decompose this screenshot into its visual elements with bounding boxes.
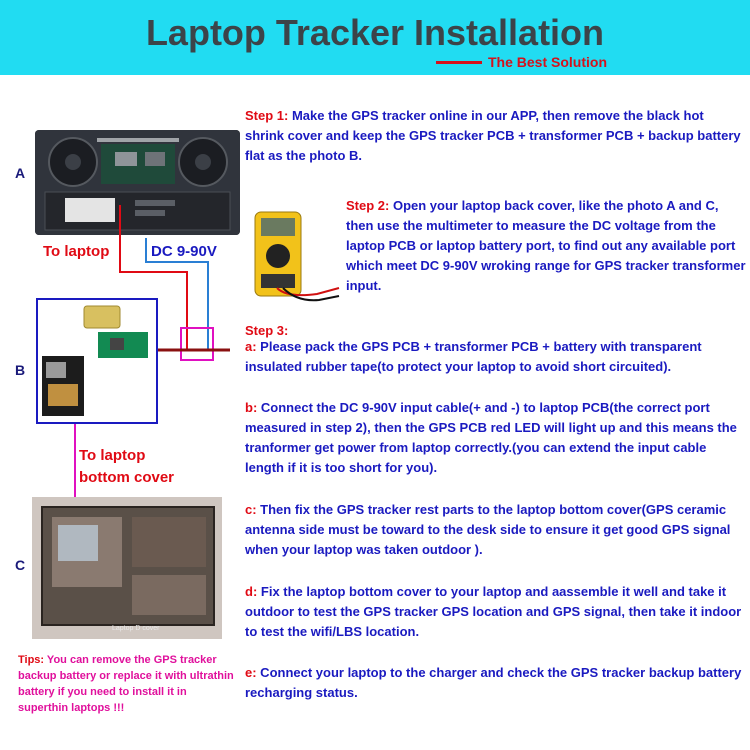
tips-note bbox=[18, 652, 238, 716]
step-3c-label: c: bbox=[245, 502, 257, 517]
page-subtitle: The Best Solution bbox=[488, 54, 607, 70]
step-3a-label: a: bbox=[245, 339, 257, 354]
step-1-body: Make the GPS tracker online in our APP, then remove the black hot shrink cover and keep the GPS tracker PCB + transformer PCB + backup battery flat as the photo B. bbox=[245, 108, 741, 163]
step-3a-body: Please pack the GPS PCB + transformer PCB + battery with transparent insulated rubber tape(to protect your laptop to avoid short circuited). bbox=[245, 339, 702, 374]
step-1-text bbox=[245, 106, 745, 166]
step-3-label: Step 3: bbox=[245, 323, 289, 338]
photo-c-bottom-cover bbox=[32, 497, 222, 639]
step-2-label: Step 2: bbox=[346, 198, 390, 213]
photo-letter-b: B bbox=[15, 362, 26, 378]
photo-b-gps-tracker-boards bbox=[36, 298, 158, 424]
bottom-cover-image bbox=[32, 497, 222, 639]
step-3c-text bbox=[245, 500, 745, 560]
step-3d-label: d: bbox=[245, 584, 258, 599]
step-3a-text bbox=[245, 337, 745, 377]
step-2-text bbox=[346, 196, 746, 296]
tips-label: Tips: bbox=[18, 654, 45, 666]
step-3b-text bbox=[245, 398, 745, 478]
step-3e-label: e: bbox=[245, 665, 257, 680]
step-3b-body: Connect the DC 9-90V input cable(+ and -) to laptop PCB(the correct port measured in step 2), then the GPS PCB red LED will light up and this means the tranformer get power from laptop correctly.(you can extend the input cable length if it is too short for you). bbox=[245, 400, 737, 475]
photo-letter-c: C bbox=[15, 557, 26, 573]
photo-letter-a: A bbox=[15, 165, 26, 181]
page-title: Laptop Tracker Installation bbox=[145, 12, 605, 53]
step-3d-text bbox=[245, 582, 745, 642]
photo-c-caption: Laptop D cover bbox=[112, 625, 160, 632]
step-3b-label: b: bbox=[245, 400, 258, 415]
label-to-bottom-cover: To laptop bottom cover bbox=[79, 447, 175, 486]
step-1-label: Step 1: bbox=[245, 108, 289, 123]
step-2-body: Open your laptop back cover, like the photo A and C, then use the multimeter to measure the DC voltage from the laptop PCB or laptop battery port, to find out any available port which meet DC 9-90V wroking range for GPS tracker transformer input. bbox=[346, 198, 746, 293]
tips-text: You can remove the GPS tracker backup battery or replace it with ultrathin battery if you need to install it in superthin laptops !!! bbox=[18, 654, 234, 714]
step-3e-body: Connect your laptop to the charger and check the GPS tracker backup battery recharging status. bbox=[245, 665, 742, 700]
step-3d-body: Fix the laptop bottom cover to your laptop and aassemble it well and take it outdoor to test the GPS tracker GPS location and GPS signal, then take it indoor to test the wifi/LBS location. bbox=[245, 584, 742, 639]
label-to-laptop: To laptop bbox=[43, 243, 110, 260]
label-dc-voltage: DC 9-90V bbox=[151, 243, 217, 260]
step-3e-text bbox=[245, 663, 745, 703]
gps-tracker-image bbox=[38, 300, 156, 422]
multimeter-icon bbox=[247, 208, 342, 303]
multimeter-image bbox=[247, 208, 342, 303]
step-3c-body: Then fix the GPS tracker rest parts to the laptop bottom cover(GPS ceramic antenna side must be toward to the desk side to ensure it get good GPS signal when your laptop was taken outdoor ). bbox=[245, 502, 731, 557]
